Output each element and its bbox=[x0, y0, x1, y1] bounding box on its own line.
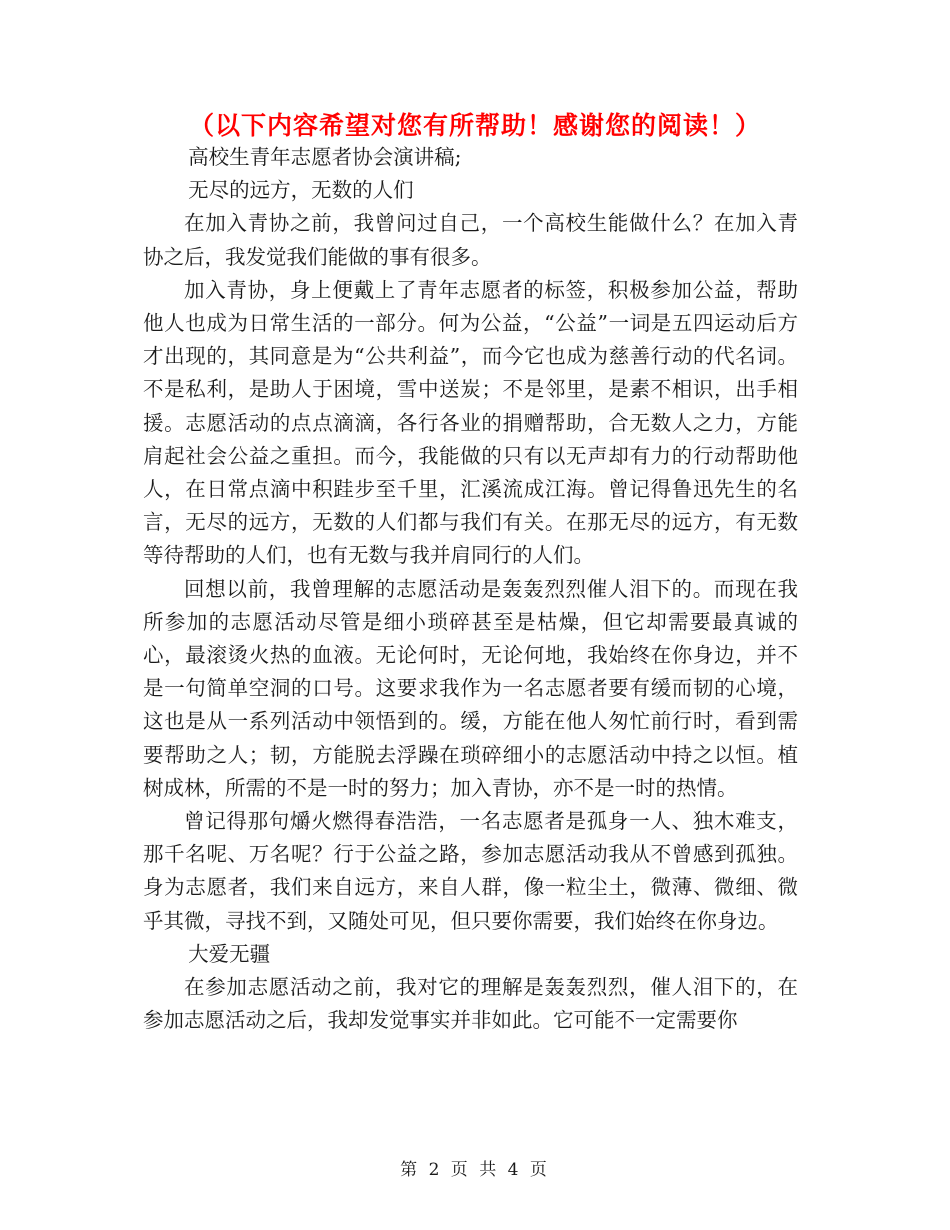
section-heading-1: 无尽的远方，无数的人们 bbox=[188, 178, 414, 203]
paragraph: 在加入青协之前，我曾问过自己，一个高校生能做什么？在加入青协之后，我发觉我们能做的事有很多。 bbox=[143, 211, 798, 269]
paragraph: 曾记得那句爝火燃得春浩浩，一名志愿者是孤身一人、独木难支，那千名呢、万名呢？行于公益之路，参加志愿活动我从不曾感到孤独。身为志愿者，我们来自远方，来自人群，像一粒尘土，微薄、微细、微乎其微，寻找不到，又随处可见，但只要你需要，我们始终在你身边。 bbox=[143, 809, 798, 933]
paragraph: 加入青协，身上便戴上了青年志愿者的标签，积极参加公益，帮助他人也成为日常生活的一部分。何为公益，“公益”一词是五四运动后方才出现的，其同意是为“公共利益”，而今它也成为慈善行动的代名词。不是私利，是助人于困境，雪中送炭；不是邻里，是素不相识，出手相援。志愿活动的点点滴滴，各行各业的捐赠帮助，合无数人之力，方能肩起社会公益之重担。而今，我能做的只有以无声却有力的行动帮助他人，在日常点滴中积跬步至千里，汇溪流成江海。曾记得鲁迅先生的名言，无尽的远方，无数的人们都与我们有关。在那无尽的远方，有无数等待帮助的人们，也有无数与我并肩同行的人们。 bbox=[143, 277, 798, 568]
section-heading-2: 大爱无疆 bbox=[188, 941, 271, 966]
page-number: 第 2 页 共 4 页 bbox=[400, 1160, 550, 1180]
document-body bbox=[143, 141, 798, 1037]
paragraph: 回想以前，我曾理解的志愿活动是轰轰烈烈催人泪下的。而现在我所参加的志愿活动尽管是细小琐碎甚至是枯燥，但它却需要最真诚的心，最滚烫火热的血液。无论何时，无论何地，我始终在你身边，并不是一句简单空洞的口号。这要求我作为一名志愿者要有缓而韧的心境，这也是从一系列活动中领悟到的。缓，方能在他人匆忙前行时，看到需要帮助之人；韧，方能脱去浮躁在琐碎细小的志愿活动中持之以恒。植树成林，所需的不是一时的努力；加入青协，亦不是一时的热情。 bbox=[143, 576, 798, 800]
speech-title: 高校生青年志愿者协会演讲稿; bbox=[188, 145, 462, 169]
paragraph: 在参加志愿活动之前，我对它的理解是轰轰烈烈，催人泪下的，在参加志愿活动之后，我却发觉事实并非如此。它可能不一定需要你 bbox=[143, 975, 798, 1033]
banner-note: （以下内容希望对您有所帮助！感谢您的阅读！） bbox=[188, 111, 761, 140]
